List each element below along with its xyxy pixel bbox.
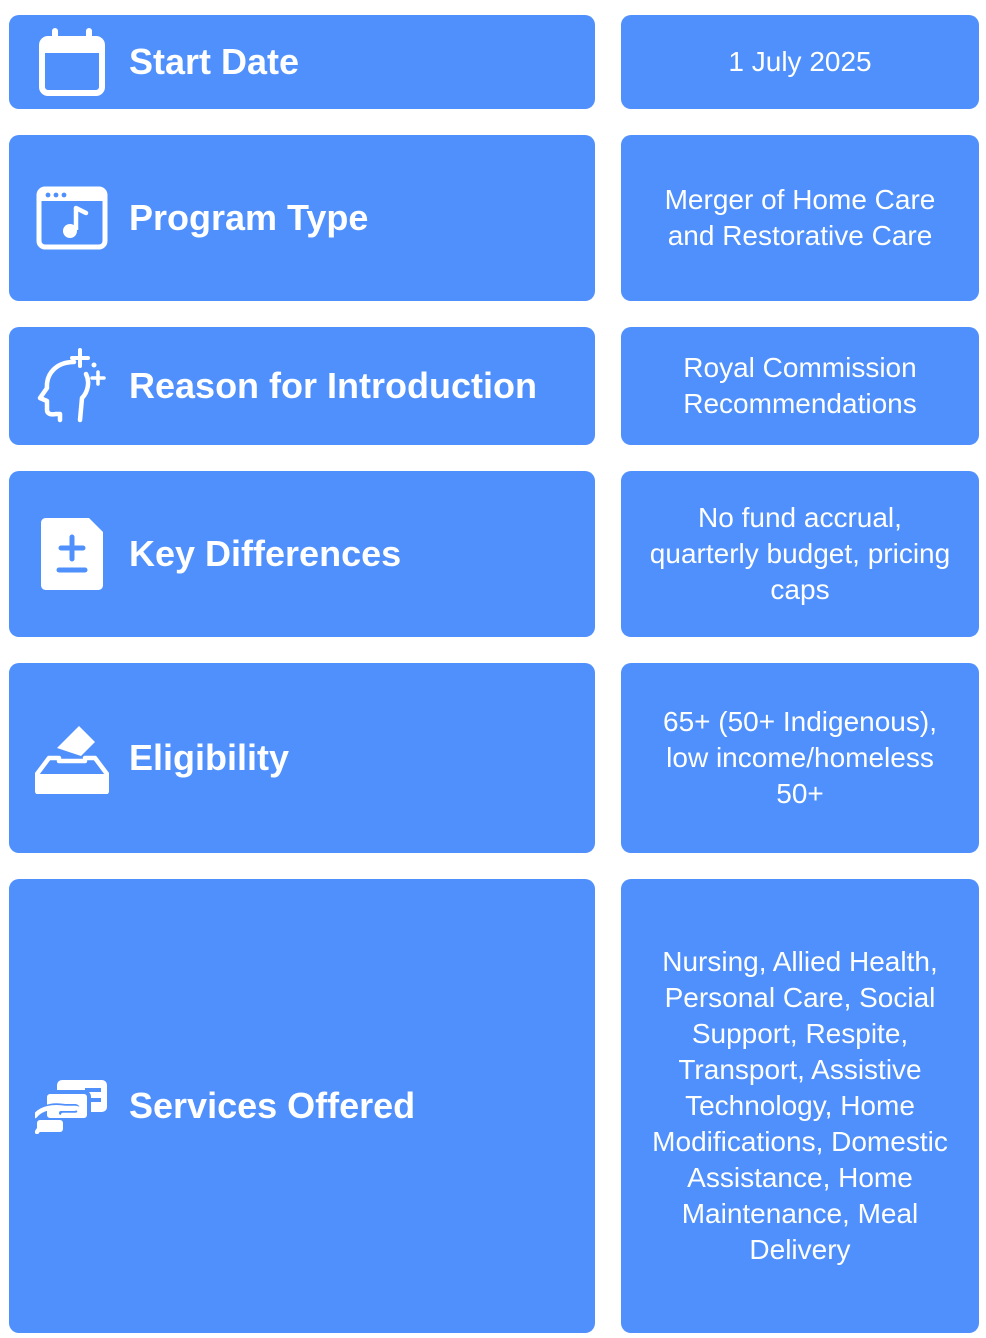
- label-card-services-offered: [9, 879, 595, 1333]
- row-program-type: [0, 135, 986, 301]
- row-label: Eligibility: [129, 737, 290, 778]
- value-card-eligibility: [621, 663, 979, 853]
- label-card-key-differences: [9, 471, 595, 637]
- row-value: 1 July 2025: [728, 46, 872, 77]
- row-eligibility: [0, 663, 986, 853]
- value-card-reason: [621, 327, 979, 445]
- row-label: Reason for Introduction: [129, 365, 537, 406]
- row-value: No fund accrual, quarterly budget, pricing caps: [649, 502, 951, 605]
- calendar-icon: [32, 22, 112, 102]
- row-label: Start Date: [129, 41, 300, 82]
- row-reason-for-introduction: [0, 327, 986, 445]
- row-value: 65+ (50+ Indigenous), low income/homeless 50+: [663, 706, 937, 809]
- value-card-start-date: [621, 15, 979, 109]
- plus-minus-document-icon: [32, 514, 112, 594]
- row-value: Merger of Home Care and Restorative Care: [664, 184, 936, 251]
- head-idea-icon: [32, 346, 112, 426]
- label-card-program-type: [9, 135, 595, 301]
- value-card-program-type: [621, 135, 979, 301]
- row-value: Nursing, Allied Health, Personal Care, Social Support, Respite, Transport, Assistive Technology, Home Modifications, Domestic Assistance, Home Maintenance, Meal Delivery: [652, 946, 948, 1265]
- payment-card-hand-icon: [32, 1066, 112, 1146]
- label-card-eligibility: [9, 663, 595, 853]
- row-value: Royal Commission Recommendations: [683, 352, 917, 419]
- label-card-start-date: [9, 15, 595, 109]
- music-app-icon: [32, 178, 112, 258]
- row-services-offered: [0, 879, 986, 1333]
- row-key-differences: [0, 471, 986, 637]
- value-card-services-offered: [621, 879, 979, 1333]
- row-start-date: [0, 15, 986, 109]
- row-label: Key Differences: [129, 533, 402, 574]
- label-card-reason: [9, 327, 595, 445]
- value-card-key-differences: [621, 471, 979, 637]
- row-label: Program Type: [129, 197, 369, 238]
- ballot-box-icon: [32, 718, 112, 798]
- row-label: Services Offered: [129, 1085, 416, 1126]
